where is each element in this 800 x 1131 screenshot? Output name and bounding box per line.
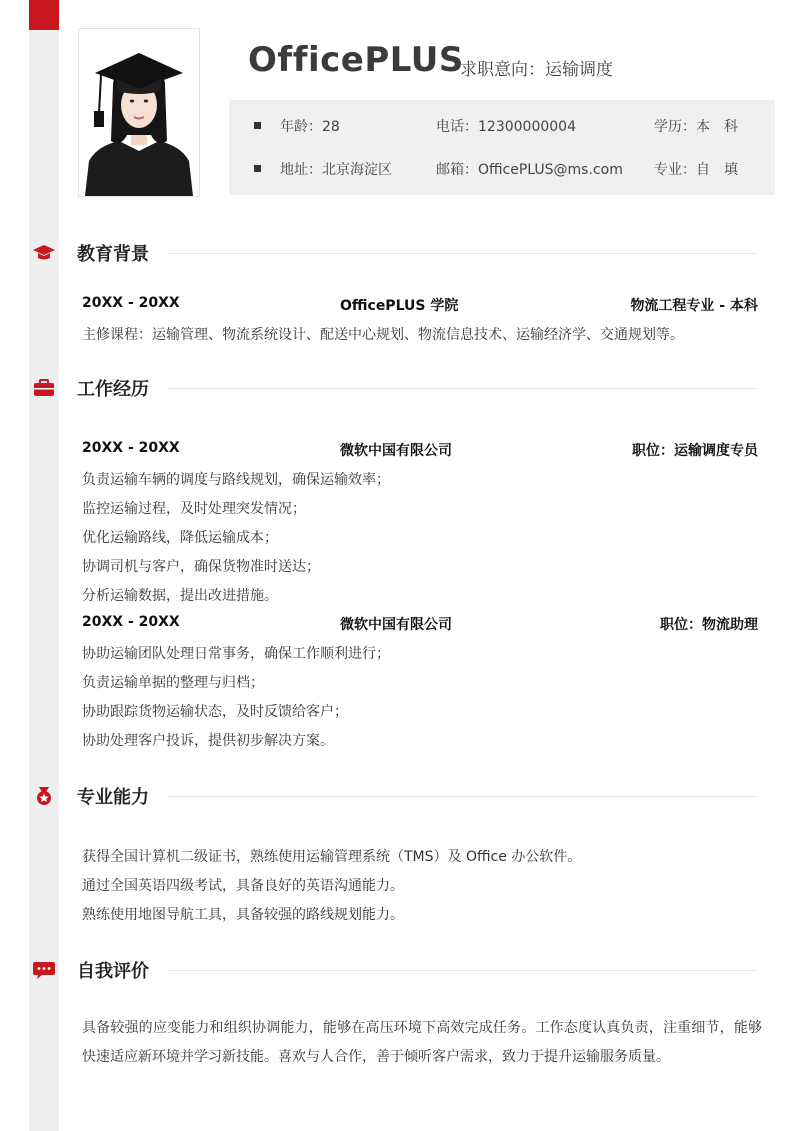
major-text: 专业：自 填	[654, 162, 738, 178]
section-title: 专业能力	[77, 787, 149, 808]
chat-bubble-icon	[32, 960, 56, 980]
medal-icon	[32, 786, 56, 806]
info-row	[229, 159, 775, 179]
section-work-header	[0, 375, 800, 401]
section-title: 自我评价	[77, 961, 149, 982]
job-intent: 求职意向：运输调度	[460, 60, 613, 80]
company-name: 微软中国有限公司	[340, 443, 452, 459]
list-item: 通过全国英语四级考试，具备良好的英语沟通能力。	[82, 878, 404, 894]
education-level-text: 学历：本 科	[654, 119, 738, 135]
candidate-name: OfficePLUS	[248, 40, 464, 80]
list-item: 负责运输单据的整理与归档；	[82, 675, 264, 691]
list-item: 协助处理客户投诉，提供初步解决方案。	[82, 733, 334, 749]
section-self-header	[0, 957, 800, 983]
company-name: 微软中国有限公司	[340, 617, 452, 633]
section-divider	[168, 796, 758, 797]
info-row	[229, 116, 775, 136]
profile-photo	[78, 28, 200, 197]
list-item: 协助运输团队处理日常事务，确保工作顺利进行；	[82, 646, 390, 662]
section-divider	[168, 253, 758, 254]
section-education-header	[0, 240, 800, 266]
address-text: 地址：北京海淀区	[280, 162, 392, 178]
list-item: 分析运输数据，提出改进措施。	[82, 588, 278, 604]
section-title: 教育背景	[77, 244, 149, 265]
self-evaluation-text: 具备较强的应变能力和组织协调能力，能够在高压环境下高效完成任务。工作态度认真负责，注重细节，能够快速适应新环境并学习新技能。喜欢与人合作，善于倾听客户需求，致力于提升运输服务质量。	[82, 1020, 762, 1065]
personal-info-box	[229, 100, 775, 195]
list-item: 优化运输路线，降低运输成本；	[82, 530, 278, 546]
list-item: 协调司机与客户，确保货物准时送达；	[82, 559, 320, 575]
job-date: 20XX - 20XX	[82, 614, 180, 630]
square-bullet-icon	[254, 165, 261, 172]
courses-text: 主修课程：运输管理、物流系统设计、配送中心规划、物流信息技术、运输经济学、交通规划等。	[82, 327, 684, 343]
job-entry-header	[82, 614, 758, 634]
graduation-cap-icon	[32, 243, 56, 263]
list-item: 获得全国计算机二级证书，熟练使用运输管理系统（TMS）及 Office 办公软件。	[82, 849, 582, 865]
job-entry-header	[82, 440, 758, 460]
section-skills-header	[0, 783, 800, 809]
square-bullet-icon	[254, 122, 261, 129]
job-role: 职位：物流助理	[660, 617, 758, 633]
list-item: 协助跟踪货物运输状态，及时反馈给客户；	[82, 704, 348, 720]
phone-text: 电话：12300000004	[436, 119, 576, 135]
section-divider	[168, 970, 758, 971]
job-date: 20XX - 20XX	[82, 440, 180, 456]
list-item: 熟练使用地图导航工具，具备较强的路线规划能力。	[82, 907, 404, 923]
education-major: 物流工程专业 - 本科	[630, 298, 758, 314]
section-title: 工作经历	[77, 379, 149, 400]
section-divider	[168, 388, 758, 389]
briefcase-icon	[32, 378, 56, 398]
list-item: 负责运输车辆的调度与路线规划，确保运输效率；	[82, 472, 390, 488]
job-role: 职位：运输调度专员	[632, 443, 758, 459]
email-text: 邮箱：OfficePLUS@ms.com	[436, 162, 623, 178]
education-entry-header	[82, 295, 758, 315]
education-date: 20XX - 20XX	[82, 295, 180, 311]
school-name: OfficePLUS 学院	[340, 298, 459, 314]
list-item: 监控运输过程，及时处理突发情况；	[82, 501, 306, 517]
age-text: 年龄：28	[280, 119, 340, 135]
accent-block	[29, 0, 59, 30]
